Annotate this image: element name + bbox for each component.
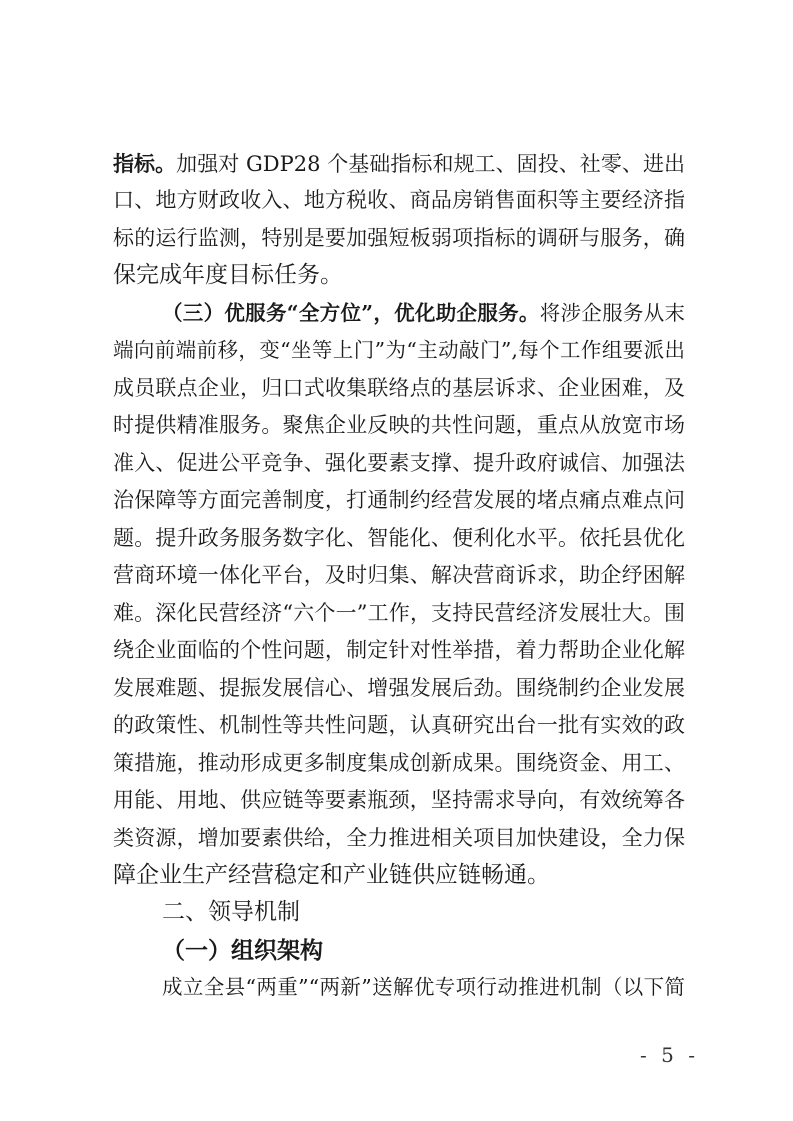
line-text: 加强对 GDP28 个基础指标和规工、固投、社零、进出 [176,152,685,176]
line-text: 障企业生产经营稳定和产业链供应链畅通。 [113,862,550,888]
line-text: 的政策性、机制性等共性问题，认真研究出台一批有实效的政 [113,713,685,737]
line-text: 发展难题、提振发展信心、增强发展后劲。围绕制约企业发展 [113,676,685,700]
paragraph-line [113,670,685,707]
paragraph-line [113,782,685,819]
line-text: 成员联点企业，归口式收集联络点的基层诉求、企业困难，及 [113,376,685,400]
paragraph-line [113,745,685,782]
paragraph-line [113,445,685,482]
paragraph-line [113,257,685,294]
paragraph-line [113,820,685,857]
line-text: 口、地方财政收入、地方税收、商品房销售面积等主要经济指 [113,188,685,212]
heading-level-2: 二、领导机制 [162,899,300,925]
paragraph-line [113,520,685,557]
paragraph-line [113,707,685,744]
paragraph-line [113,220,685,257]
line-text: 保完成年度目标任务。 [113,262,343,288]
paragraph-line [113,482,685,519]
paragraph-line [113,557,685,594]
line-text: 绕企业面临的个性问题，制定针对性举措，着力帮助企业化解 [113,638,685,662]
paragraph-line [113,332,685,369]
line-text: 将涉企服务从末 [539,301,685,325]
paragraph-line [113,145,685,182]
line-text: 治保障等方面完善制度，打通制约经营发展的堵点痛点难点问 [113,488,685,512]
line-text: 类资源，增加要素供给，全力推进相关项目加快建设，全力保 [113,826,685,850]
paragraph-line [113,595,685,632]
section-heading-line [162,295,685,332]
page-number: - 5 - [640,1043,699,1067]
bold-lead: （三）优服务“全方位”，优化助企服务。 [162,301,540,325]
paragraph-line [113,407,685,444]
line-text: 准入、促进公平竞争、强化要素支撑、提升政府诚信、加强法 [113,451,685,475]
paragraph-line [113,182,685,219]
paragraph-line [113,370,685,407]
paragraph-line [113,857,685,894]
line-text: 难。深化民营经济“六个一”工作，支持民营经济发展壮大。围 [113,601,685,625]
line-text: 用能、用地、供应链等要素瓶颈，坚持需求导向，有效统筹各 [113,788,685,812]
line-text: 端向前端前移，变“坐等上门”为“主动敲门”,每个工作组要派出 [113,338,685,362]
line-text: 题。提升政务服务数字化、智能化、便利化水平。依托县优化 [113,526,685,550]
line-text: 营商环境一体化平台，及时归集、解决营商诉求，助企纾困解 [113,563,685,587]
line-text: 时提供精准服务。聚焦企业反映的共性问题，重点从放宽市场 [113,413,685,437]
paragraph-line [113,632,685,669]
line-text: 标的运行监测，特别是要加强短板弱项指标的调研与服务，确 [113,226,685,250]
line-text: 策措施，推动形成更多制度集成创新成果。围绕资金、用工、 [113,751,685,775]
bold-lead: 指标。 [113,151,177,176]
heading-level-3: （一）组织架构 [162,937,323,964]
paragraph-line: 成立全县“两重”“两新”送解优专项行动推进机制（以下简 [162,975,685,999]
